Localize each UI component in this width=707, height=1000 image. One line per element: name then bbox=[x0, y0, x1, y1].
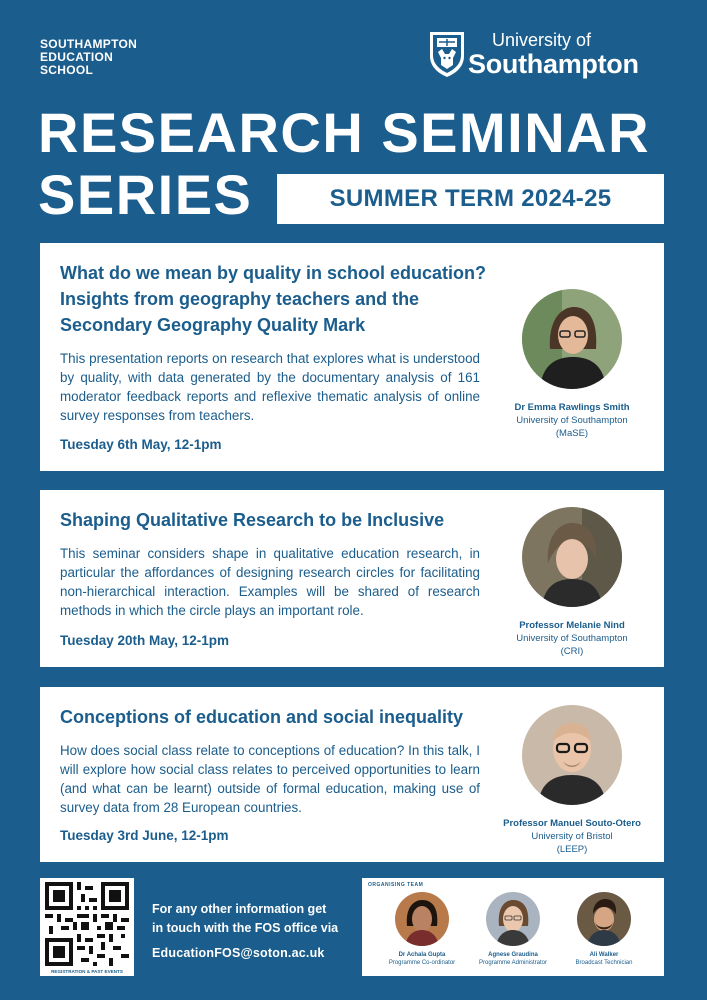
school-line: SOUTHAMPTON bbox=[40, 37, 138, 51]
contact-text: in touch with the FOS office via bbox=[152, 921, 339, 935]
speaker bbox=[492, 289, 652, 440]
speaker-unit: (LEEP) bbox=[556, 844, 588, 855]
school-line: EDUCATION bbox=[40, 50, 114, 64]
seminar-date: Tuesday 20th May, 12-1pm bbox=[60, 633, 230, 648]
speaker-name: Dr Emma Rawlings Smith bbox=[514, 402, 630, 413]
speaker-name: Professor Melanie Nind bbox=[519, 620, 625, 631]
school-line: SCHOOL bbox=[40, 63, 94, 77]
seminar-date: Tuesday 3rd June, 12-1pm bbox=[60, 828, 229, 843]
contact-info bbox=[152, 900, 352, 963]
team-member-photo bbox=[577, 892, 631, 946]
team-member bbox=[377, 892, 467, 967]
organising-team bbox=[362, 878, 664, 976]
seminar-date: Tuesday 6th May, 12-1pm bbox=[60, 437, 222, 452]
seminar-description: This seminar considers shape in qualitative education research, in particular the affordances of designing research circles for facilitating non-hierarchical interaction. Examples will be shared of research methods in which the circle plays an important role. bbox=[60, 546, 480, 618]
team-member-photo bbox=[395, 892, 449, 946]
crest-icon bbox=[428, 30, 466, 78]
team-label: ORGANISING TEAM bbox=[368, 882, 424, 888]
seminar-description: This presentation reports on research that explores what is understood by quality, with data generated by the documentary analysis of 161 moderator feedback reports and reflexive thematic analysis of online survey responses from teachers. bbox=[60, 351, 480, 423]
seminar-description: How does social class relate to conceptions of education? In this talk, I will explore how social class relates to perceived opportunities to learn (and what can be learnt) outside of formal education, making use of survey data from 28 European countries. bbox=[60, 743, 480, 815]
team-member bbox=[559, 892, 649, 967]
speaker-name: Professor Manuel Souto-Otero bbox=[503, 818, 641, 829]
speaker-affiliation: University of Southampton bbox=[516, 415, 628, 426]
contact-email-link[interactable]: EducationFOS@soton.ac.uk bbox=[152, 946, 325, 960]
seminar-title: What do we mean by quality in school education? Insights from geography teachers and the Secondary Geography Quality Mark bbox=[60, 263, 487, 335]
seminar-card bbox=[40, 243, 664, 471]
team-member-name: Agnese Graudina bbox=[488, 952, 538, 958]
speaker-photo bbox=[522, 507, 622, 607]
term-badge: SUMMER TERM 2024-25 bbox=[277, 174, 664, 224]
speaker bbox=[492, 705, 652, 856]
university-logo bbox=[428, 28, 668, 84]
speaker-affiliation: University of Southampton bbox=[516, 633, 628, 644]
university-of: University of bbox=[492, 30, 592, 50]
seminar-card bbox=[40, 490, 664, 667]
seminar-title: Shaping Qualitative Research to be Inclusive bbox=[60, 510, 445, 530]
speaker-photo bbox=[522, 289, 622, 389]
team-member bbox=[468, 892, 558, 967]
speaker-affiliation: University of Bristol bbox=[531, 831, 613, 842]
seminar-card bbox=[40, 687, 664, 862]
qr-code-icon bbox=[44, 882, 130, 966]
seminar-title: Conceptions of education and social inequality bbox=[60, 707, 464, 727]
team-member-photo bbox=[486, 892, 540, 946]
speaker-photo bbox=[522, 705, 622, 805]
page-title-line2: SERIES bbox=[38, 163, 253, 226]
team-member-role: Programme Co-ordinator bbox=[388, 960, 456, 966]
speaker-unit: (CRI) bbox=[560, 646, 584, 657]
university-name: Southampton bbox=[468, 49, 639, 79]
speaker bbox=[492, 507, 652, 658]
qr-code[interactable] bbox=[40, 878, 134, 976]
team-member-name: Dr Achala Gupta bbox=[398, 952, 446, 958]
team-member-role: Programme Administrator bbox=[478, 960, 548, 966]
qr-label: REGISTRATION & PAST EVENTS bbox=[51, 969, 123, 974]
school-name bbox=[40, 38, 137, 77]
page-title: RESEARCH SEMINAR bbox=[38, 101, 651, 164]
team-member-name: Ali Walker bbox=[589, 952, 619, 958]
team-member-role: Broadcast Technician bbox=[575, 960, 633, 966]
speaker-unit: (MaSE) bbox=[555, 428, 589, 439]
contact-text: For any other information get bbox=[152, 902, 327, 916]
